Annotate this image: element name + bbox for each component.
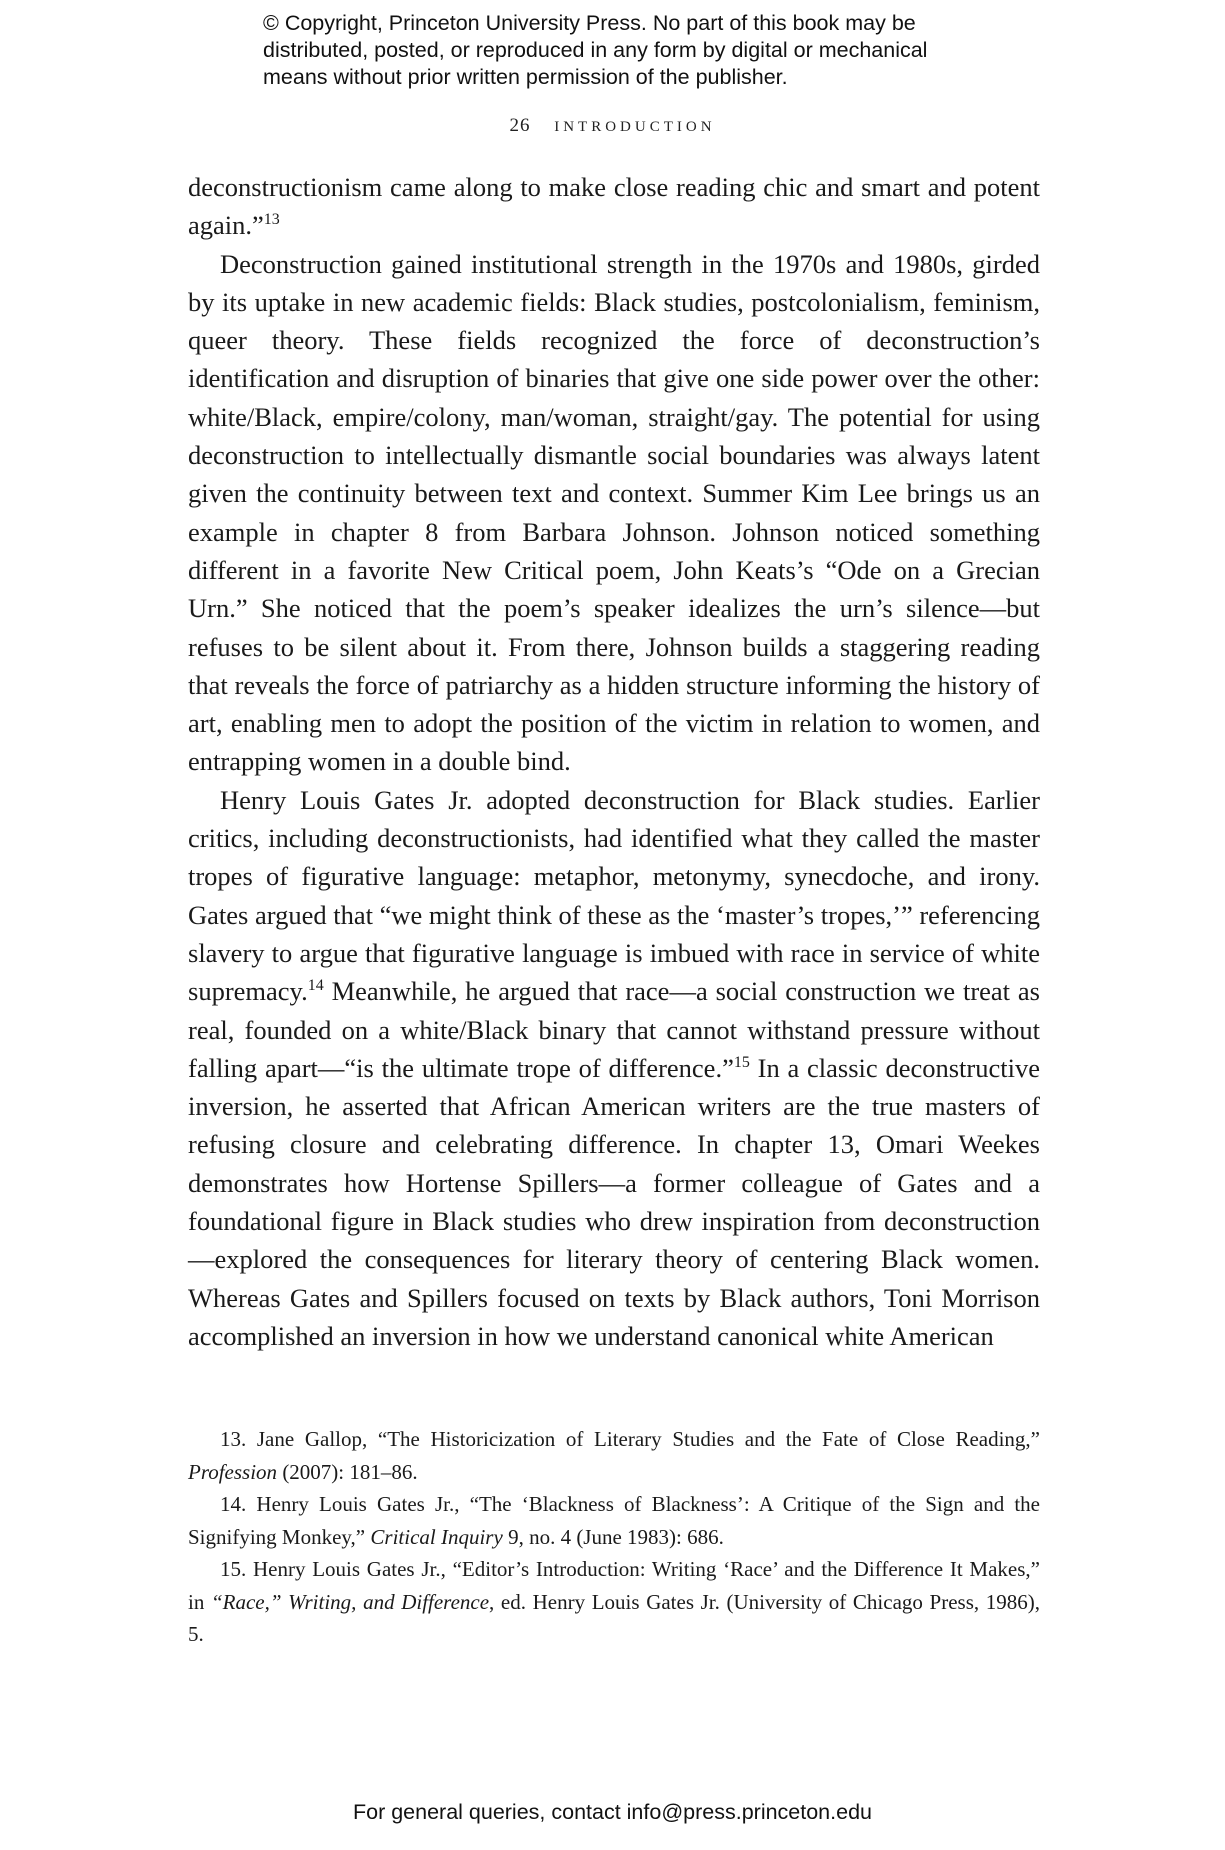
paragraph-text: deconstructionism came along to make close reading chic and smart and potent again.” xyxy=(188,172,1040,241)
paragraph-gates xyxy=(188,781,1040,1355)
note-ref-14: 14 xyxy=(307,977,324,995)
footnote-title: Critical Inquiry xyxy=(370,1524,503,1549)
section-title: introduction xyxy=(554,112,716,136)
footer-contact: For general queries, contact info@press.princeton.edu xyxy=(352,1800,872,1824)
body-text xyxy=(188,168,1040,1355)
footnote-13 xyxy=(188,1423,1040,1488)
footnotes xyxy=(188,1423,1040,1651)
footnote-text: , ed. Henry Louis Gates Jr. (University of Chicago Press, 1986), 5. xyxy=(188,1589,1040,1646)
footnote-text: 13. Jane Gallop, “The Historicization of Literary Studies and the Fate of Close Reading,” xyxy=(220,1427,1040,1451)
footnote-14 xyxy=(188,1488,1040,1553)
footnote-text: 15. Henry Louis Gates Jr., “Editor’s Introduction: Writing ‘Race’ and the Difference It Makes,” in xyxy=(188,1557,1040,1614)
running-head xyxy=(0,112,1225,137)
footnote-15 xyxy=(188,1553,1040,1651)
note-ref-15: 15 xyxy=(733,1054,750,1071)
footnote-title: “Race,” Writing, and Difference xyxy=(210,1589,490,1614)
paragraph-text: Henry Louis Gates Jr. adopted deconstruction for Black studies. Earlier critics, including deconstructionists, had identified what they called the master tropes of figurative language: metaphor, metonymy, synecdoche, and irony. Gates argued that “we might think of these as the ‘master’s tropes,’” referencing slavery to argue that figurative language is imbued with race in service of white supremacy. xyxy=(188,784,1040,1007)
note-ref-13: 13 xyxy=(263,211,280,229)
paragraph-text: In a classic deconstructive inversion, he asserted that African American writers are the true masters of refusing closure and celebrating difference. In chapter 13, Omari Weekes demonstrates how Hortense Spillers—a former colleague of Gates and a foundational figure in Black studies who drew inspiration from deconstruction—explored the consequences for literary theory of centering Black women. Whereas Gates and Spillers focused on texts by Black authors, Toni Morrison accomplished an inversion in how we understand canonical white American xyxy=(188,1052,1040,1351)
footnote-title: Profession xyxy=(188,1459,278,1484)
copyright-notice: © Copyright, Princeton University Press. No part of this book may be distributed, posted, or reproduced in any form by digital or mechanical means without prior written permission of the publisher. xyxy=(263,11,928,89)
footnote-text: 14. Henry Louis Gates Jr., “The ‘Blackness of Blackness’: A Critique of the Sign and the Signifying Monkey,” xyxy=(188,1492,1040,1549)
page-number: 26 xyxy=(509,115,531,136)
footnote-text: (2007): 181–86. xyxy=(277,1459,418,1484)
footnote-text: 9, no. 4 (June 1983): 686. xyxy=(502,1524,724,1549)
paragraph-deconstruction: Deconstruction gained institutional strength in the 1970s and 1980s, girded by its uptake in new academic fields: Black studies, postcolonialism, feminism, queer theory. These fields recognized the force of deconstruction’s identification and disruption of binaries that give one side power over the other: white/Black, empire/colony, man/woman, straight/gay. The potential for using deconstruction to intellectually dismantle social boundaries was always latent given the continuity between text and context. Summer Kim Lee brings us an example in chapter 8 from Barbara Johnson. Johnson noticed something different in a favorite New Critical poem, John Keats’s “Ode on a Grecian Urn.” She noticed that the poem’s speaker idealizes the urn’s silence—but refuses to be silent about it. From there, Johnson builds a staggering reading that reveals the force of patriarchy as a hidden structure informing the history of art, enabling men to adopt the position of the victim in relation to women, and entrapping women in a double bind. xyxy=(188,248,1040,777)
paragraph-text: Meanwhile, he argued that race—a social construction we treat as real, founded on a white/Black binary that cannot withstand pressure without falling apart—“is the ultimate trope of difference.” xyxy=(188,976,1040,1083)
paragraph-continued xyxy=(188,168,1040,245)
